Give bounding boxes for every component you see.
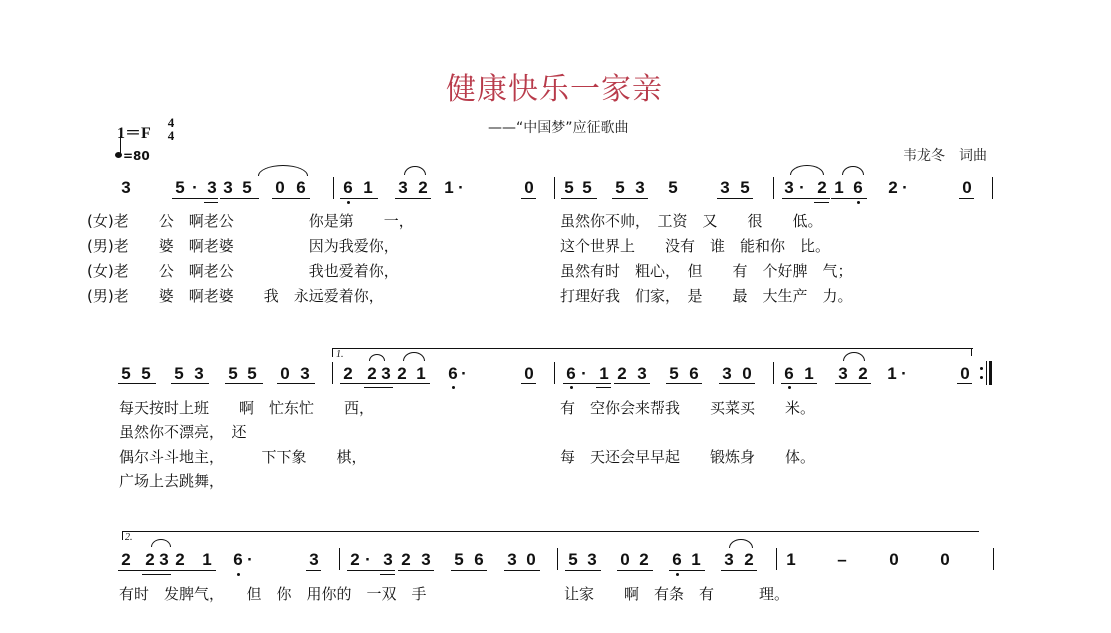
barline (333, 177, 334, 199)
underline (521, 383, 536, 384)
underline (717, 198, 753, 199)
note: 0 (742, 364, 752, 383)
note: 3 (637, 364, 647, 383)
note-dot: · (365, 550, 371, 569)
song-title: 健康快乐一家亲 (446, 72, 663, 107)
note: 3 (194, 364, 204, 383)
note: 1 (363, 178, 373, 197)
note: 3 (381, 364, 391, 383)
lyric-line: (女)老 公 啊老公 你是第 一， (87, 212, 414, 230)
underline (563, 383, 611, 384)
note: 0 (526, 550, 536, 569)
slur (790, 165, 824, 175)
note: 5 (141, 364, 151, 383)
underline (959, 198, 974, 199)
underline (395, 198, 431, 199)
underline (666, 383, 702, 384)
note: 5 (174, 364, 184, 383)
note: 1 (691, 550, 701, 569)
underline (171, 383, 209, 384)
note-dot: · (902, 178, 908, 197)
barline (992, 177, 993, 199)
lyric-line: 虽然你不帅， 工资 又 很 低。 (560, 212, 823, 230)
note: 2 (121, 550, 131, 569)
note: 5 (615, 178, 625, 197)
lyric-line: (男)老 婆 啊老婆 我 永远爱着你， (87, 287, 384, 305)
lyric-line: (女)老 公 啊老公 我也爱着你， (87, 262, 399, 280)
note: 5 (121, 364, 131, 383)
note: 3 (784, 178, 794, 197)
slur (258, 165, 308, 176)
note: 3 (507, 550, 517, 569)
underline (380, 574, 395, 575)
note: 0 (889, 550, 899, 569)
lower-octave-dot (347, 201, 350, 204)
underline (721, 570, 757, 571)
note: 6 (296, 178, 306, 197)
underline (118, 383, 156, 384)
quarter-note-icon (115, 152, 122, 158)
note: 5 (740, 178, 750, 197)
note: 6 (672, 550, 682, 569)
barline (339, 548, 340, 570)
lyric-line: (男)老 婆 啊老婆 因为我爱你， (87, 237, 399, 255)
underline (565, 570, 601, 571)
underline (504, 570, 540, 571)
note-dot: · (581, 364, 587, 383)
note: 6 (233, 550, 243, 569)
underline (669, 570, 705, 571)
underline (347, 570, 395, 571)
repeat-dot (980, 376, 983, 379)
underline (617, 570, 653, 571)
underline (306, 570, 321, 571)
note: 3 (722, 364, 732, 383)
note: 0 (524, 364, 534, 383)
repeat-dot (980, 367, 983, 370)
volta-label: 2. (125, 532, 133, 543)
lower-octave-dot (452, 386, 455, 389)
note: 2 (858, 364, 868, 383)
note: 5 (568, 550, 578, 569)
note: 1 (202, 550, 212, 569)
lyric-line: 让家 啊 有条 有 理。 (564, 585, 790, 603)
lower-octave-dot (237, 573, 240, 576)
note: 5 (669, 364, 679, 383)
note: 2 (744, 550, 754, 569)
lower-octave-dot (857, 201, 860, 204)
note-dot: · (799, 178, 805, 197)
barline (554, 362, 555, 384)
lower-octave-dot (788, 386, 791, 389)
note: 6 (343, 178, 353, 197)
underline (142, 574, 171, 575)
note: 5 (564, 178, 574, 197)
note: 3 (720, 178, 730, 197)
slur (404, 166, 426, 175)
barline (993, 548, 994, 570)
lyric-line: 每天按时上班 啊 忙东忙 西， (119, 399, 375, 417)
repeat-barline-thick (989, 361, 992, 385)
underline (521, 198, 536, 199)
note: 6 (784, 364, 794, 383)
underline (835, 383, 871, 384)
song-subtitle: ——“中国梦”应征歌曲 (488, 120, 629, 136)
note: 0 (940, 550, 950, 569)
note: 3 (207, 178, 217, 197)
note: 0 (960, 364, 970, 383)
underline (451, 570, 487, 571)
underline (612, 198, 648, 199)
note: 1 (786, 550, 796, 569)
underline (719, 383, 755, 384)
underline (957, 383, 972, 384)
underline (561, 198, 597, 199)
note-dot: · (458, 178, 464, 197)
slur (842, 166, 864, 175)
note: 1 (416, 364, 426, 383)
note: 2 (639, 550, 649, 569)
note: 2 (401, 550, 411, 569)
first-ending-bracket-end (971, 348, 972, 356)
underline (204, 202, 218, 203)
underline (781, 383, 817, 384)
lower-octave-dot (570, 386, 573, 389)
second-ending-bracket (122, 531, 979, 540)
underline (596, 387, 611, 388)
barline (332, 362, 333, 384)
note: 3 (300, 364, 310, 383)
note: 2 (367, 364, 377, 383)
note-dot: · (901, 364, 907, 383)
lyric-line: 虽然你不漂亮， 还 (119, 423, 247, 441)
note: 5 (228, 364, 238, 383)
note: 2 (617, 364, 627, 383)
lyric-line: 偶尔斗斗地主， 下下象 棋， (119, 448, 367, 466)
note: 0 (962, 178, 972, 197)
note: 6 (853, 178, 863, 197)
barline (557, 548, 558, 570)
note: 6 (566, 364, 576, 383)
note: 3 (421, 550, 431, 569)
volta-label: 1. (336, 349, 344, 360)
note: 3 (587, 550, 597, 569)
underline (364, 387, 393, 388)
underline (814, 202, 829, 203)
note-dot: · (461, 364, 467, 383)
lyric-line: 这个世界上 没有 谁 能和你 比。 (560, 237, 831, 255)
note: 3 (724, 550, 734, 569)
note: 3 (121, 178, 131, 197)
repeat-barline-thin (986, 361, 987, 385)
note: 3 (223, 178, 233, 197)
underline (340, 383, 430, 384)
note: 3 (309, 550, 319, 569)
note-dash: – (837, 550, 847, 569)
note: 2 (145, 550, 155, 569)
note: 5 (247, 364, 257, 383)
lyric-line: 有 空你会来帮我 买菜买 米。 (560, 399, 816, 417)
note: 0 (620, 550, 630, 569)
underline (118, 570, 216, 571)
barline (773, 177, 774, 199)
note: 1 (887, 364, 897, 383)
note-dot: · (192, 178, 198, 197)
lyric-line: 打理好我 们家， 是 最 大生产 力。 (560, 287, 853, 305)
first-ending-bracket (332, 348, 973, 357)
barline (773, 362, 774, 384)
note: 3 (838, 364, 848, 383)
barline (776, 548, 777, 570)
underline (172, 198, 218, 199)
note: 2 (343, 364, 353, 383)
time-signature-bottom: 4 (167, 128, 175, 143)
composer-credit: 韦龙冬 词曲 (903, 148, 987, 164)
note: 1 (599, 364, 609, 383)
note: 3 (398, 178, 408, 197)
underline (831, 198, 867, 199)
note: 1 (804, 364, 814, 383)
lyric-line: 有时 发脾气， 但 你 用你的 一双 手 (119, 585, 427, 603)
note: 1 (444, 178, 454, 197)
key-signature: 1＝F (117, 125, 151, 142)
underline (340, 198, 378, 199)
note: 2 (817, 178, 827, 197)
note: 3 (635, 178, 645, 197)
note: 6 (448, 364, 458, 383)
underline (277, 383, 315, 384)
note: 2 (175, 550, 185, 569)
underline (614, 383, 650, 384)
time-signature-top: 4 (167, 115, 175, 130)
note: 3 (159, 550, 169, 569)
lyric-line: 虽然有时 粗心， 但 有 个好脾 气； (560, 262, 853, 280)
note: 1 (834, 178, 844, 197)
time-signature (166, 116, 176, 142)
note: 3 (383, 550, 393, 569)
note: 5 (582, 178, 592, 197)
underline (220, 198, 259, 199)
note: 2 (350, 550, 360, 569)
note: 2 (397, 364, 407, 383)
barline (554, 177, 555, 199)
lower-octave-dot (676, 573, 679, 576)
note: 6 (689, 364, 699, 383)
note: 5 (175, 178, 185, 197)
note: 5 (242, 178, 252, 197)
note: 0 (275, 178, 285, 197)
tempo-marking: =80 (123, 149, 150, 163)
underline (272, 198, 310, 199)
note: 2 (888, 178, 898, 197)
note: 2 (418, 178, 428, 197)
slur (729, 539, 753, 548)
note: 6 (474, 550, 484, 569)
lyric-line: 广场上去跳舞， (119, 472, 225, 490)
note: 0 (524, 178, 534, 197)
slur (369, 354, 385, 361)
lyric-line: 每 天还会早早起 锻炼身 体。 (560, 448, 816, 466)
underline (398, 570, 434, 571)
slur (151, 539, 171, 547)
note: 0 (280, 364, 290, 383)
underline (782, 198, 830, 199)
note: 5 (668, 178, 678, 197)
note-dot: · (247, 550, 253, 569)
underline (225, 383, 263, 384)
note: 5 (454, 550, 464, 569)
